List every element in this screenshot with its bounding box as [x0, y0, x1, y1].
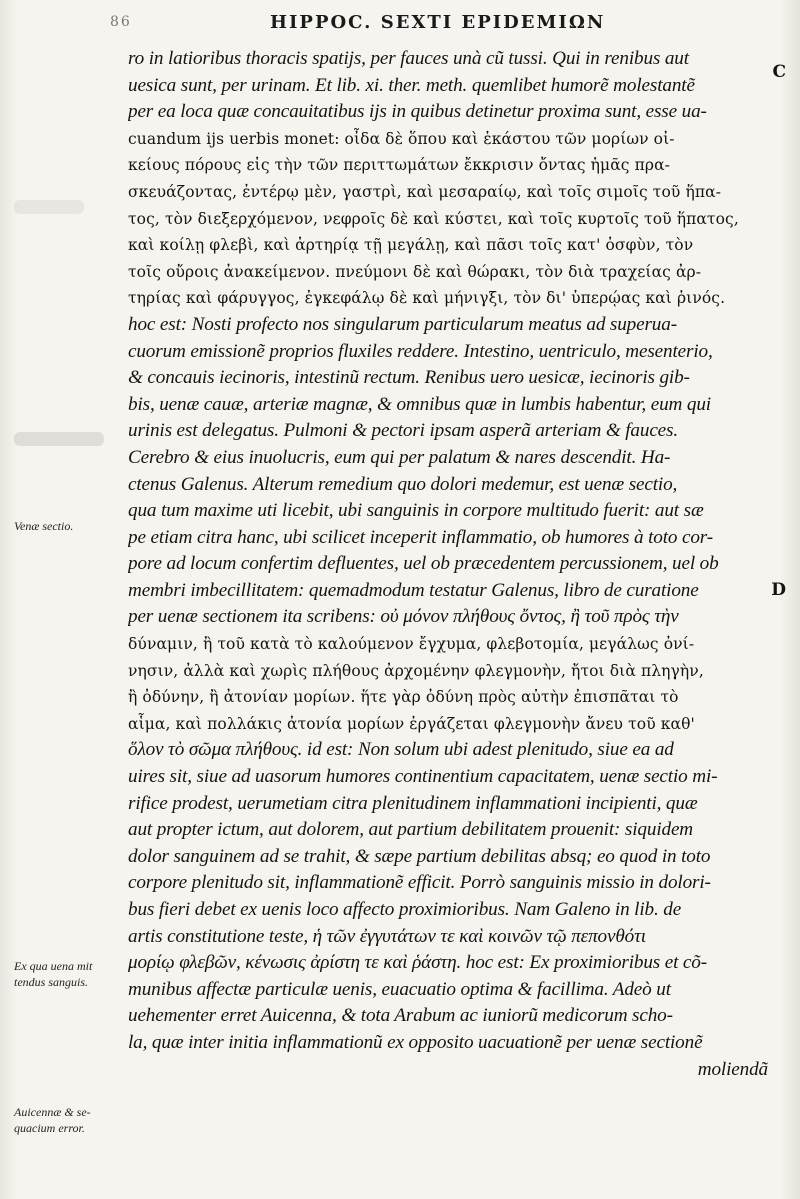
text-line: ὅλον τὸ σῶμα πλήθους. id est: Non solum ubi adest plenitudo, siue ea ad [128, 739, 674, 761]
text-line: bus fieri debet ex uenis loco affecto proximioribus. Nam Galeno in lib. de [128, 899, 682, 920]
text-line: μορίῳ φλεβῶν, κένωσις ἀρίστη τε καὶ ῥάστη. hoc est: Ex proximioribus et cõ- [128, 952, 707, 974]
greek-text-line: νησιν, ἀλλὰ καὶ χωρὶς πλήθους ἀρχομένην φλεγμονὴν, ἤτοι διὰ πληγὴν, [128, 661, 704, 680]
greek-text-line: cuandum ijs uerbis monet: οἶδα δὲ ὅπου καὶ ἑκάστου τῶν μορίων οἰ- [128, 129, 675, 148]
running-title: HIPPOC. SEXTI EPIDEMIΩN [270, 12, 606, 33]
text-line: qua tum maxime uti licebit, ubi sanguinis in corpore multitudo fuerit: aut sæ [128, 500, 704, 522]
text-line: rifice prodest, uerumetiam citra plenitudinem inflammationi incipienti, quæ [128, 792, 698, 814]
text-line: pe etiam citra hanc, ubi scilicet inceperit inflammatio, ob humores à toto cor- [128, 526, 713, 548]
section-letter-c: C [772, 62, 786, 82]
text-line: corpore plenitudo sit, inflammationẽ efficit. Porrò sanguinis missio in dolori- [128, 872, 711, 894]
greek-text-line: δύναμιν, ἢ τοῦ κατὰ τὸ καλούμενον ἔγχυμα, φλεβοτομία, μεγάλως ὀνί- [128, 635, 695, 654]
catchword: moliendã [697, 1058, 768, 1080]
margin-note-venae-sectio [14, 518, 124, 534]
text-line: per uenæ sectionem ita scribens: οὐ μόνον πλήθους ὄντος, ἢ τοῦ πρὸς τὴν [128, 606, 679, 628]
greek-text-line: αἷμα, καὶ πολλάκις ἀτονία μορίων ἐργάζεται φλεγμονὴν ἄνευ τοῦ καθ' [128, 714, 695, 733]
text-line: pore ad locum confertim defluentes, uel ob præcedentem percussionem, uel ob [128, 553, 719, 575]
margin-note-text: Venæ sectio. [14, 519, 74, 533]
text-line: cuorum emissionẽ proprios fluxiles reddere. Intestino, uentriculo, mesenterio, [128, 340, 713, 362]
greek-text-line: τος, τὸν διεξερχόμενον, νεφροῖς δὲ καὶ κύστει, καὶ τοῖς κυρτοῖς τοῦ ἥπατος, [128, 209, 739, 228]
text-line: uehementer erret Auicenna, & tota Arabum ac iuniorũ medicorum schο- [128, 1005, 673, 1027]
page-header [110, 8, 750, 40]
text-line: Cerebro & eius inuolucris, eum qui per palatum & nares descendit. Ha- [128, 446, 671, 468]
page-number: 86 [110, 14, 132, 30]
greek-text-line: σκευάζοντας, ἐντέρῳ μὲν, γαστρὶ, καὶ μεσαραίῳ, καὶ τοῖς σιμοῖς τοῦ ἥπα- [128, 182, 722, 201]
text-line: & concauis iecinoris, intestinũ rectum. Renibus uero uesicæ, iecinoris gib- [128, 367, 690, 389]
text-line: artis constitutione teste, ἡ τῶν ἐγγυτάτων τε καὶ κοινῶν τῷ πεπονθότι [128, 925, 646, 947]
faded-margin-mark [14, 200, 84, 214]
greek-text-line: ἢ ὀδύνην, ἢ ἀτονίαν μορίων. ἥτε γὰρ ὀδύνη πρὸς αὐτὴν ἐπισπᾶται τὸ [128, 688, 679, 707]
margin-note-ex-qua [14, 958, 124, 990]
text-line: bis, uenæ cauæ, arteriæ magnæ, & omnibus quæ in lumbis habentur, eum qui [128, 393, 711, 415]
text-line: membri imbecillitatem: quemadmodum testatur Galenus, libro de curatione [128, 579, 699, 601]
main-text-block [128, 46, 768, 1083]
faded-margin-mark [14, 432, 104, 446]
text-line: hoc est: Nosti profecto nos singularum particularum meatus ad superua- [128, 313, 677, 335]
text-line: per ea loca quæ concauitatibus ijs in quibus detinetur proxima sunt, esse ua- [128, 101, 707, 123]
text-line: urinis est delegatus. Pulmoni & pectori ipsam asperã arteriam & fauces. [128, 420, 679, 442]
greek-text-line: κείους πόρους εἰς τὴν τῶν περιττωμάτων ἔκκρισιν ὄντας ἡμᾶς πρα- [128, 156, 670, 175]
greek-text-line: καὶ κοίλῃ φλεβὶ, καὶ ἀρτηρίᾳ τῇ μεγάλῃ, καὶ πᾶσι τοῖς κατ' ὀσφὺν, τὸν [128, 236, 694, 255]
text-line: uires sit, siue ad uasorum humores continentium capacitatem, uenæ sectio mi- [128, 766, 718, 788]
text-line: uesica sunt, per urinam. Et lib. xi. ther. meth. quemlibet humorẽ molestantẽ [128, 74, 695, 96]
greek-text-line: τοῖς οὔροις ἀνακείμενον. πνεύμονι δὲ καὶ θώρακι, τὸν διὰ τραχείας ἀρ- [128, 262, 702, 281]
text-line: dolor sanguinem ad se trahit, & sæpe partium debilitas absq; eo quod in toto [128, 845, 711, 867]
text-line: ro in latioribus thoracis spatijs, per fauces unà cũ tussi. Qui in renibus aut [128, 48, 689, 69]
margin-note-avicennae [14, 1104, 124, 1136]
margin-note-text: Ex qua uena mit [14, 959, 93, 973]
margin-note-text: Auicennæ & se- [14, 1105, 91, 1119]
text-line: munibus affectæ particulæ uenis, euacuatio optima & facillima. Adeò ut [128, 978, 671, 1000]
margin-note-text: tendus sanguis. [14, 975, 89, 989]
section-letter-d: D [771, 580, 786, 600]
text-line: ctenus Galenus. Alterum remedium quo dolori medemur, est uenæ sectio, [128, 473, 678, 495]
greek-text-line: τηρίας καὶ φάρυγγος, ἐγκεφάλῳ δὲ καὶ μήνιγξι, τὸν δι' ὑπερῴας καὶ ῥινός. [128, 289, 726, 308]
text-line: aut propter ictum, aut dolorem, aut partium debilitatem prouenit: siquidem [128, 819, 694, 841]
text-line: la, quæ inter initia inflammationũ ex opposito uacuationẽ per uenæ sectionẽ [128, 1031, 703, 1053]
margin-note-text: quacium error. [14, 1121, 85, 1135]
